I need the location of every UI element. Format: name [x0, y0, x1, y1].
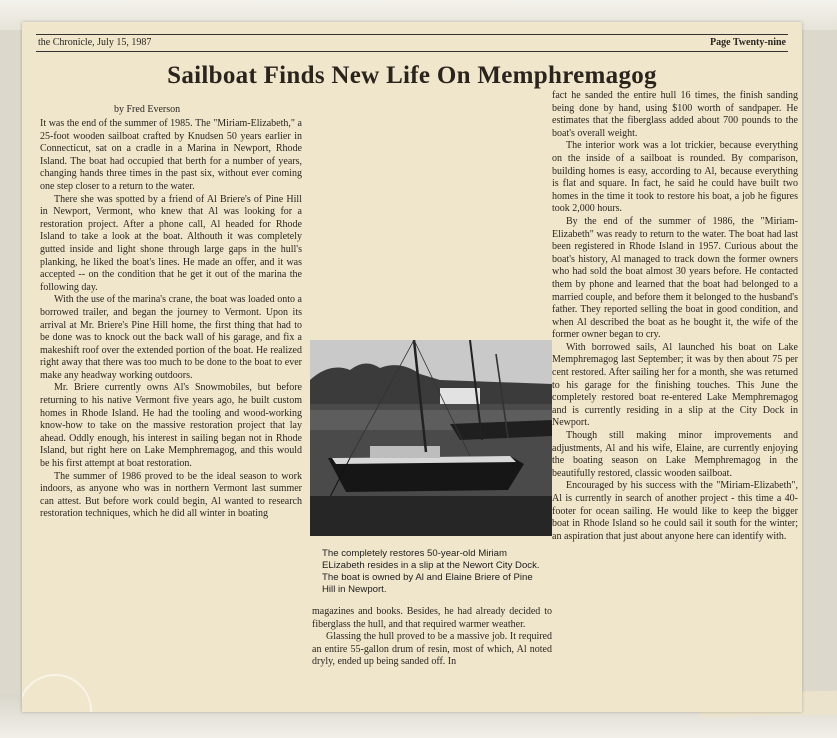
- paragraph: By the end of the summer of 1986, the "Miriam-Elizabeth" was ready to return to the water. The boat had last been registered in Rhode Island in 1957. Curious about the boat's history, Al managed to track down the former owners who had sold the boat almost 30 years before. He contacted them by phone and learned that the boat had belonged to a married couple, and before them it belonged to the husband's father. They reported selling the boat in good condition, and when Al described the boat as he bought it, the wife of the former owner began to cry.: [552, 215, 798, 341]
- paragraph: Glassing the hull proved to be a massive job. It required an entire 55-gallon drum of resin, most of which, Al noted dryly, ended up being sanded off. In: [312, 631, 552, 668]
- paragraph: Mr. Briere currently owns Al's Snowmobiles, but before returning to his native Vermont five years ago, he built custom homes in Rhode Island. He had the tooling and wood-working know-how to take on the massive restoration project that lay ahead. Oddly enough, his interest in sailing began not in Rhode Island, but right here on Lake Memphremagog, and this would be his first attempt at boat restoration.: [40, 382, 302, 470]
- masthead-line: [36, 34, 788, 52]
- paragraph: Though still making minor improvements and adjustments, Al and his wife, Elaine, are currently enjoying the boating season on Lake Memphremagog in the beautifully restored, classic wooden sailboat.: [552, 430, 798, 479]
- paragraph: It was the end of the summer of 1985. The "Miriam-Elizabeth," a 25-foot wooden sailboat crafted by Knudsen 50 years earlier in Connecticut, sat on a cradle in a Marina in Newport, Rhode Island. The boat had occupied that berth for a number of years, changing hands three times in the past six, without ever coming one step closer to a return to the water.: [40, 118, 302, 192]
- page-number: Page Twenty-nine: [709, 37, 786, 48]
- paragraph: The summer of 1986 proved to be the ideal season to work indoors, as anyone who was in northern Vermont last summer can attest. But before work could begin, Al wanted to research restoration techniques, which he did all winter in boating: [40, 470, 302, 520]
- paragraph: magazines and books. Besides, he had already decided to fiberglass the hull, and that required warmer weather.: [312, 606, 552, 630]
- photo-caption: The completely restores 50-year-old Miriam ELizabeth resides in a slip at the Newort City Dock. The boat is owned by Al and Elaine Briere of Pine Hill in Newport.: [322, 548, 540, 595]
- article-byline: by Fred Everson: [114, 104, 181, 115]
- paragraph: The interior work was a lot trickier, because everything on the inside of a sailboat is rounded. By comparison, building homes is easy, according to Al, because everything is flat and square. In fact, he said he could have built two homes in the time it took to restore his boat, a job he figures took 2,000 hours.: [552, 140, 798, 215]
- newspaper-clipping: [22, 22, 802, 712]
- masthead-date: the Chronicle, July 15, 1987: [38, 37, 152, 48]
- article-column-left: [40, 118, 302, 698]
- paragraph: With borrowed sails, Al launched his boat on Lake Memphremagog last September; it was by then about 75 per cent restored. After sailing her for a month, she was returned to his garage for the finishing touches. This June the completely restored boat re-entered Lake Memphremagog and is currently residing in a slip at the City Dock in Newport.: [552, 341, 798, 429]
- paragraph: Encouraged by his success with the "Miriam-Elizabeth", Al is currently in search of another project - this time a 40-footer for ocean sailing. He would like to keep the bigger boat in Rhode Island so he could sail it south for the winter; an aspiration that just about anyone here can identify with.: [552, 480, 798, 542]
- paragraph: fact he sanded the entire hull 16 times, the finish sanding being done by hand, using $100 worth of sandpaper. He estimates that the fiberglass added about 700 pounds to the boat's overall weight.: [552, 90, 798, 139]
- paragraph: With the use of the marina's crane, the boat was loaded onto a borrowed trailer, and began the journey to Vermont. Upon its arrival at Mr. Briere's Pine Hill home, the first thing that had to be done was to knock out the back wall of his garage, and fix a makeshift roof over the extended portion of the boat. He realized right away that there was too much to be done to the boat to ever make any headway working outdoors.: [40, 294, 302, 381]
- sailboat-photo-drawing: [310, 340, 552, 536]
- article-column-right: [552, 90, 798, 700]
- sailboat-photo: [310, 340, 552, 536]
- article-headline: Sailboat Finds New Life On Memphremagog: [167, 62, 657, 89]
- paragraph: There she was spotted by a friend of Al Briere's of Pine Hill in Newport, Vermont, who knew that Al was looking for a restoration project. After a phone call, Al headed for Rhode Island to take a look at the boat. Althouth it was completely gutted inside and light shone through large gaps in the hull's planking, he liked the boat's lines. He made an offer, and it was accepted -- on the condition that he get it out of the marina the following day.: [40, 193, 302, 293]
- article-column-middle: [312, 606, 552, 706]
